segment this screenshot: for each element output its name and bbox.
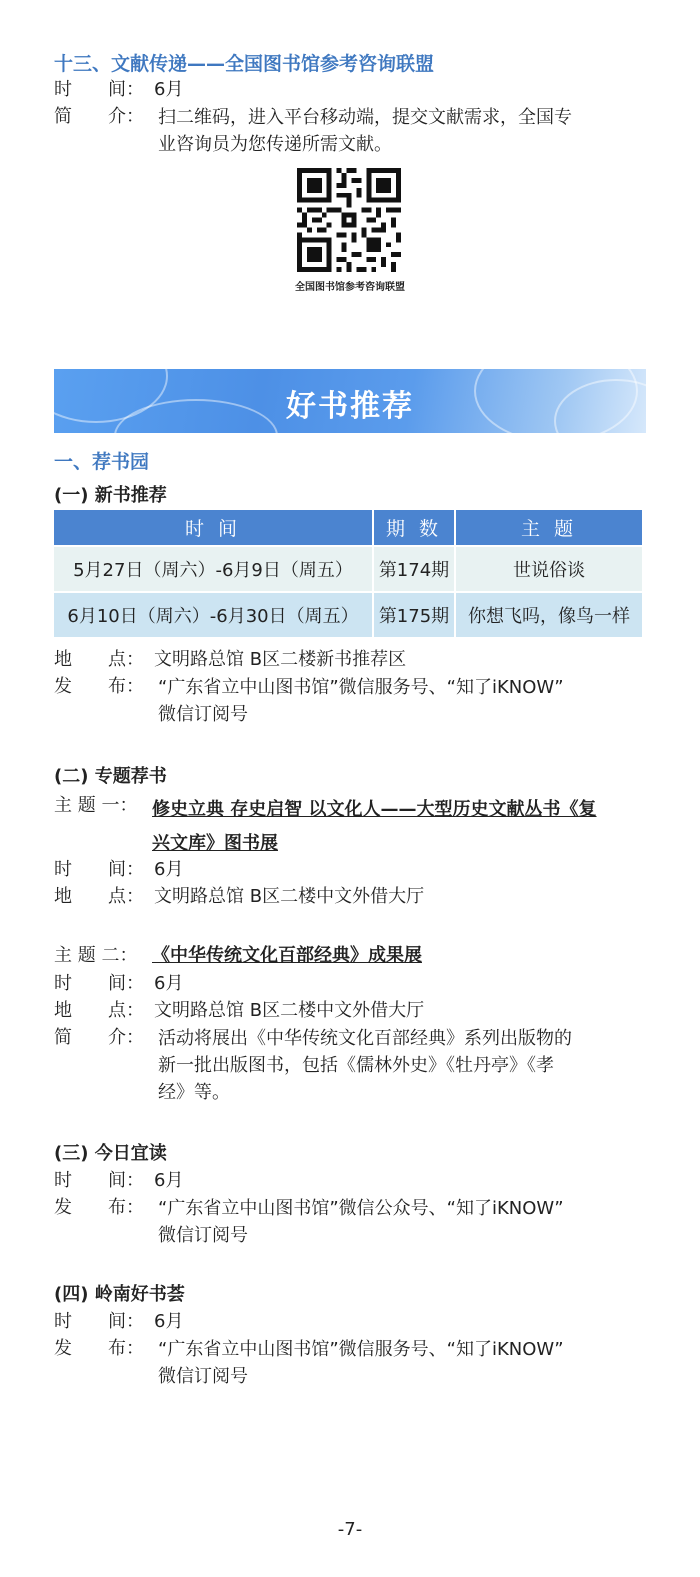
topic-1-label-row bbox=[54, 793, 154, 819]
table-cell: 第174期 bbox=[373, 546, 455, 592]
topic-1-line[interactable]: 兴文库》图书展 bbox=[152, 833, 278, 854]
table-cell: 6月10日（周六）-6月30日（周五） bbox=[54, 592, 373, 637]
time-label: 时 间： bbox=[54, 859, 144, 880]
intro-line: 活动将展出《中华传统文化百部经典》系列出版物的 bbox=[158, 1028, 572, 1049]
time-label: 时 间： bbox=[54, 1311, 144, 1332]
recommend-banner bbox=[54, 369, 646, 433]
new-books-title: (一) 新书推荐 bbox=[54, 485, 167, 506]
table-row bbox=[54, 592, 642, 637]
place-label: 地 点： bbox=[54, 886, 144, 907]
publish-label: 发 布： bbox=[54, 676, 144, 697]
section-13-intro-label bbox=[54, 104, 154, 130]
special-title: (二) 专题荐书 bbox=[54, 766, 167, 787]
table-cell: 世说俗谈 bbox=[455, 546, 642, 592]
table-row bbox=[54, 546, 642, 592]
today-publish-text bbox=[158, 1195, 648, 1249]
table-header: 期 数 bbox=[373, 510, 455, 546]
publish-line: “广东省立中山图书馆”微信服务号、“知了iKNOW” bbox=[158, 1339, 564, 1360]
intro-line: 扫二维码，进入平台移动端，提交文献需求，全国专 bbox=[158, 107, 572, 128]
time-value: 6月 bbox=[154, 1170, 184, 1191]
publish-line: 微信订阅号 bbox=[158, 704, 248, 725]
topic-1-place bbox=[54, 884, 424, 910]
time-label: 时 间： bbox=[54, 79, 144, 100]
page-number: -7- bbox=[337, 1519, 363, 1540]
topic-2-title[interactable]: 《中华传统文化百部经典》成果展 bbox=[152, 945, 422, 966]
topic-2-place bbox=[54, 998, 424, 1024]
time-value: 6月 bbox=[154, 1311, 184, 1332]
table-header: 主 题 bbox=[455, 510, 642, 546]
new-books-table bbox=[54, 510, 642, 637]
new-books-publish-text bbox=[158, 674, 648, 728]
section-13-title: 十三、文献传递——全国图书馆参考咨询联盟 bbox=[54, 53, 435, 75]
topic-1-title bbox=[152, 793, 648, 861]
today-publish-label bbox=[54, 1195, 154, 1221]
lingnan-time bbox=[54, 1309, 183, 1335]
qr-caption: 全国图书馆参考咨询联盟 bbox=[295, 282, 405, 293]
new-books-place bbox=[54, 647, 406, 673]
topic-1-time bbox=[54, 857, 183, 883]
time-value: 6月 bbox=[154, 79, 184, 100]
lingnan-publish-text bbox=[158, 1336, 648, 1390]
place-label: 地 点： bbox=[54, 649, 144, 670]
section-13-intro-text bbox=[158, 104, 648, 158]
publish-label: 发 布： bbox=[54, 1338, 144, 1359]
time-label: 时 间： bbox=[54, 973, 144, 994]
place-label: 地 点： bbox=[54, 1000, 144, 1021]
time-label: 时 间： bbox=[54, 1170, 144, 1191]
part-1-title: 一、荐书园 bbox=[54, 451, 150, 473]
intro-line: 新一批出版图书，包括《儒林外史》《牡丹亭》《孝 bbox=[158, 1055, 554, 1076]
place-value: 文明路总馆 B区二楼新书推荐区 bbox=[154, 649, 407, 670]
publish-line: “广东省立中山图书馆”微信服务号、“知了iKNOW” bbox=[158, 677, 564, 698]
table-cell: 你想飞吗，像鸟一样 bbox=[455, 592, 642, 637]
section-13-time bbox=[54, 77, 183, 103]
time-value: 6月 bbox=[154, 859, 184, 880]
lingnan-publish-label bbox=[54, 1336, 154, 1362]
place-value: 文明路总馆 B区二楼中文外借大厅 bbox=[154, 1000, 425, 1021]
publish-line: 微信订阅号 bbox=[158, 1225, 248, 1246]
topic-2-intro-label bbox=[54, 1025, 154, 1051]
publish-line: 微信订阅号 bbox=[158, 1366, 248, 1387]
topic-2-label: 主 题 二： bbox=[54, 945, 138, 966]
intro-line: 经》等。 bbox=[158, 1082, 230, 1103]
place-value: 文明路总馆 B区二楼中文外借大厅 bbox=[154, 886, 425, 907]
topic-1-label: 主 题 一： bbox=[54, 795, 138, 816]
intro-line: 业咨询员为您传递所需文献。 bbox=[158, 134, 392, 155]
publish-label: 发 布： bbox=[54, 1197, 144, 1218]
today-time bbox=[54, 1168, 183, 1194]
topic-2-row bbox=[54, 943, 422, 969]
intro-label: 简 介： bbox=[54, 1027, 144, 1048]
lingnan-title: (四) 岭南好书荟 bbox=[54, 1284, 185, 1305]
new-books-publish-label bbox=[54, 674, 154, 700]
publish-line: “广东省立中山图书馆”微信公众号、“知了iKNOW” bbox=[158, 1198, 564, 1219]
qr-code[interactable] bbox=[297, 168, 401, 272]
intro-label: 简 介： bbox=[54, 106, 144, 127]
topic-2-intro-text bbox=[158, 1025, 648, 1106]
time-value: 6月 bbox=[154, 973, 184, 994]
topic-1-line[interactable]: 修史立典 存史启智 以文化人——大型历史文献丛书《复 bbox=[152, 799, 597, 820]
banner-title: 好书推荐 bbox=[286, 389, 414, 424]
topic-2-time bbox=[54, 971, 183, 997]
today-title: (三) 今日宜读 bbox=[54, 1143, 167, 1164]
table-cell: 第175期 bbox=[373, 592, 455, 637]
table-cell: 5月27日（周六）-6月9日（周五） bbox=[54, 546, 373, 592]
table-header: 时 间 bbox=[54, 510, 373, 546]
